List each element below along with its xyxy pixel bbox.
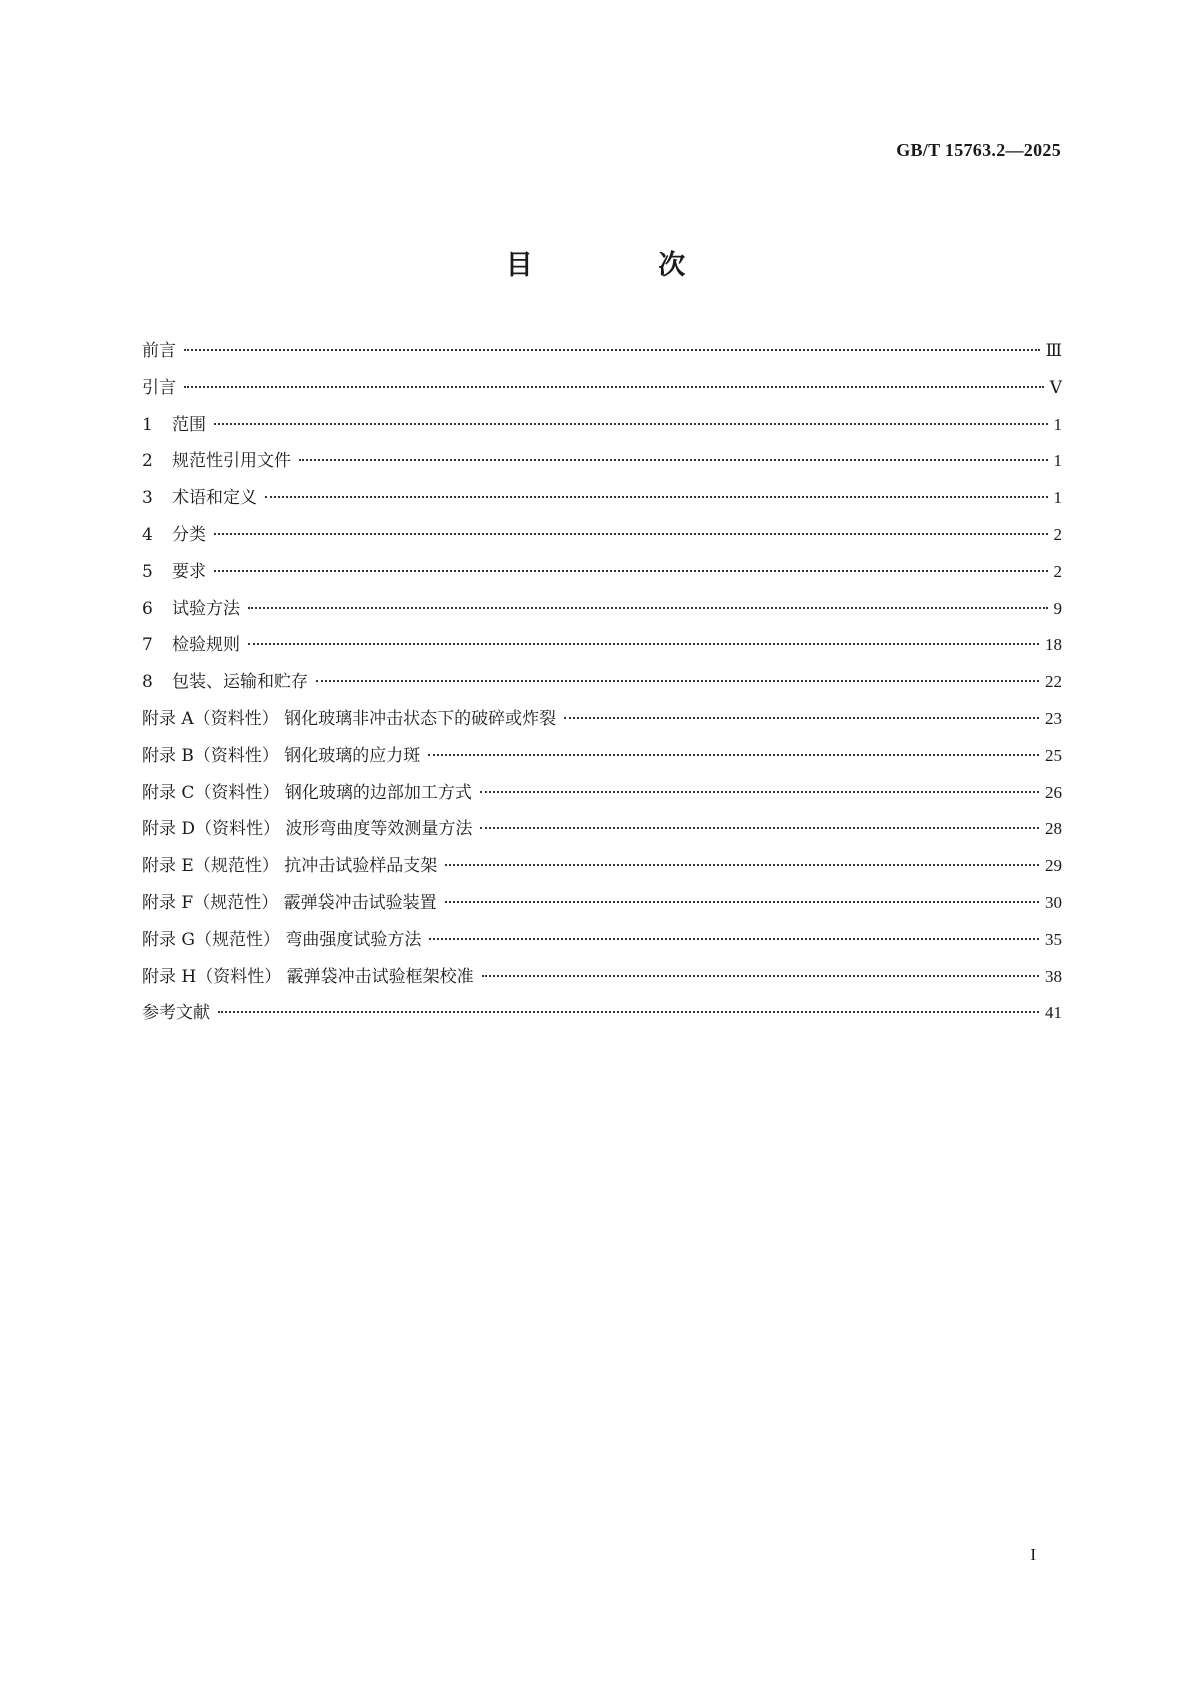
toc-leader-dots [218, 1011, 1039, 1013]
toc-entry-page: 1 [1053, 488, 1062, 508]
toc-leader-dots [429, 938, 1039, 940]
toc-entry[interactable] [142, 925, 1062, 962]
toc-entry[interactable] [142, 410, 1062, 447]
toc-entry-page: 30 [1045, 892, 1062, 912]
toc-entry-label: 引言 [142, 377, 176, 398]
toc-entry-page: 9 [1053, 598, 1062, 618]
toc-entry-page: 22 [1045, 672, 1062, 692]
toc-entry-page: 2 [1053, 561, 1062, 581]
toc-entry-label: 范围 [172, 414, 206, 435]
toc-entry-page: 25 [1045, 745, 1062, 765]
page-title: 目 次 [505, 250, 744, 281]
toc-entry-page: 1 [1053, 451, 1062, 471]
toc-leader-dots [299, 459, 1048, 461]
toc-leader-dots [184, 349, 1040, 351]
toc-entry[interactable] [142, 814, 1062, 851]
toc-entry[interactable] [142, 888, 1062, 925]
toc-entry-number: 3 [142, 488, 153, 509]
toc-entry-page: 38 [1045, 966, 1062, 986]
toc-leader-dots [480, 791, 1039, 793]
toc-entry-number: 6 [142, 598, 153, 619]
toc-entry-number: 7 [142, 635, 153, 656]
toc-entry-label: 术语和定义 [172, 488, 257, 509]
toc-entry[interactable] [142, 446, 1062, 483]
toc-entry[interactable] [142, 594, 1062, 631]
toc-entry[interactable] [142, 851, 1062, 888]
toc-entry-label: 分类 [172, 524, 206, 545]
toc-entry[interactable] [142, 962, 1062, 999]
toc-entry-label: 要求 [172, 561, 206, 582]
toc-entry[interactable] [142, 483, 1062, 520]
toc-leader-dots [480, 827, 1039, 829]
toc-entry-page: 23 [1045, 708, 1062, 728]
toc-entry[interactable] [142, 520, 1062, 557]
toc-leader-dots [428, 754, 1039, 756]
toc-entry[interactable] [142, 778, 1062, 815]
toc-entry-number: 2 [142, 451, 153, 472]
toc-leader-dots [482, 975, 1039, 977]
toc-entry[interactable] [142, 998, 1062, 1035]
toc-leader-dots [214, 570, 1048, 572]
toc-leader-dots [184, 386, 1044, 388]
toc-entry-label: 前言 [142, 341, 176, 361]
toc-leader-dots [265, 496, 1048, 498]
toc-entry[interactable] [142, 741, 1062, 778]
toc-entry-label: 附录 G（规范性） 弯曲强度试验方法 [142, 929, 422, 950]
toc-entry-page: 41 [1045, 1003, 1062, 1023]
toc-entry-label: 检验规则 [172, 635, 240, 656]
toc-entry-label: 附录 B（资料性） 钢化玻璃的应力斑 [142, 745, 421, 766]
page-number: I [1030, 1545, 1036, 1564]
toc-leader-dots [445, 901, 1039, 903]
toc-leader-dots [316, 680, 1039, 682]
toc-entry-label: 附录 D（资料性） 波形弯曲度等效测量方法 [142, 819, 473, 840]
toc-entry-page: 29 [1045, 856, 1062, 876]
toc-entry-label: 试验方法 [172, 598, 240, 619]
toc-entry-page: Ⅲ [1045, 341, 1062, 360]
toc-entry-page: 18 [1045, 635, 1062, 655]
toc-entry-number: 4 [142, 524, 153, 545]
toc-entry-number: 1 [142, 414, 153, 435]
toc-entry-label: 附录 E（规范性） 抗冲击试验样品支架 [142, 856, 438, 877]
toc-leader-dots [248, 607, 1048, 609]
toc-entry-page: 1 [1053, 414, 1062, 434]
toc-entry-page: 2 [1053, 524, 1062, 544]
toc-entry-label: 附录 C（资料性） 钢化玻璃的边部加工方式 [142, 782, 472, 803]
table-of-contents [142, 336, 1062, 1035]
toc-entry-label: 规范性引用文件 [172, 451, 291, 472]
toc-entry[interactable] [142, 336, 1062, 373]
toc-entry-label: 参考文献 [142, 1003, 210, 1024]
toc-entry-page: 28 [1045, 819, 1062, 839]
toc-leader-dots [248, 643, 1039, 645]
standard-number: GB/T 15763.2—2025 [896, 140, 1061, 160]
toc-entry-page: 35 [1045, 929, 1062, 949]
toc-entry-number: 5 [142, 561, 153, 582]
toc-entry-page: 26 [1045, 782, 1062, 802]
toc-leader-dots [564, 717, 1039, 719]
toc-entry-page: Ⅴ [1049, 377, 1062, 397]
toc-entry[interactable] [142, 667, 1062, 704]
toc-entry-number: 8 [142, 672, 153, 693]
toc-entry-label: 附录 H（资料性） 霰弹袋冲击试验框架校准 [142, 966, 474, 987]
toc-leader-dots [445, 864, 1039, 866]
toc-entry[interactable] [142, 704, 1062, 741]
toc-leader-dots [214, 423, 1048, 425]
toc-entry-label: 包装、运输和贮存 [172, 672, 308, 693]
toc-entry[interactable] [142, 630, 1062, 667]
toc-entry-label: 附录 A（资料性） 钢化玻璃非冲击状态下的破碎或炸裂 [142, 708, 557, 729]
toc-entry[interactable] [142, 373, 1062, 410]
toc-entry[interactable] [142, 557, 1062, 594]
toc-leader-dots [214, 533, 1048, 535]
toc-entry-label: 附录 F（规范性） 霰弹袋冲击试验装置 [142, 892, 437, 913]
